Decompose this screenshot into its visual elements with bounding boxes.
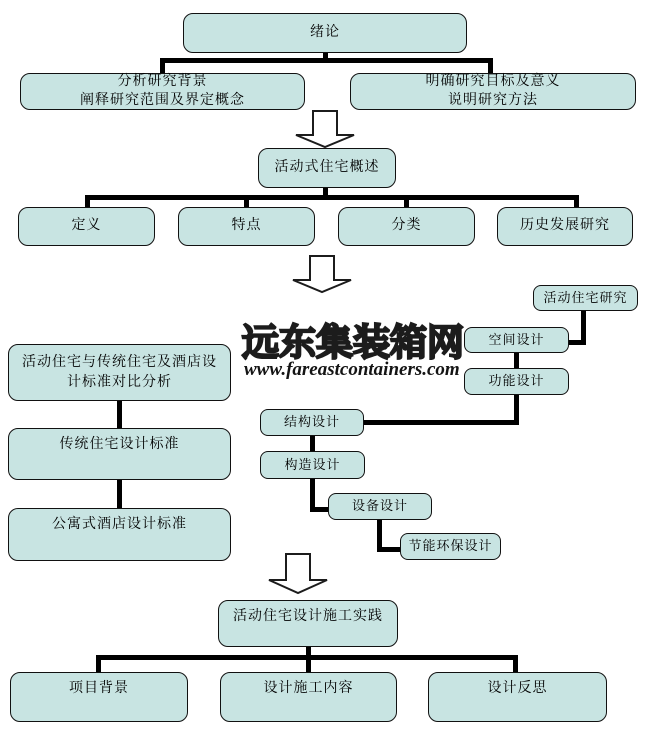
node-classification — [338, 207, 475, 246]
connector-comparison-traditional — [117, 400, 122, 429]
node-energy — [400, 533, 501, 560]
node-traditional — [8, 428, 231, 480]
node-features — [178, 207, 315, 246]
node-history-label: 历史发展研究 — [520, 218, 610, 234]
node-energy-label: 节能环保设计 — [408, 538, 493, 554]
node-reflection-label: 设计反思 — [487, 681, 548, 696]
node-structure — [260, 409, 364, 436]
down-arrow-icon — [293, 110, 357, 149]
node-objective — [350, 73, 636, 110]
node-overview-label: 活动式住宅概述 — [274, 159, 380, 175]
node-definition — [18, 207, 155, 246]
node-construction — [260, 451, 365, 479]
node-function — [464, 368, 569, 395]
node-research-label: 活动住宅研究 — [543, 289, 628, 305]
node-construction-label: 构造设计 — [284, 456, 341, 472]
node-history — [497, 207, 633, 246]
node-background-line2: 阐释研究范围及界定概念 — [80, 92, 245, 108]
node-project — [10, 672, 188, 722]
watermark-brand: 远东集装箱网 — [242, 321, 464, 364]
connector-drop-project — [96, 655, 101, 673]
down-arrow-icon — [290, 255, 354, 294]
node-practice-label: 活动住宅设计施工实践 — [233, 609, 383, 624]
node-objective-line1: 明确研究目标及意义 — [425, 74, 561, 90]
node-classification-label: 分类 — [391, 218, 422, 234]
connector-overview-horizontal — [85, 195, 579, 200]
watermark-url: www.fareastcontainers.com — [244, 359, 460, 380]
node-function-label: 功能设计 — [488, 373, 545, 389]
node-space-label: 空间设计 — [488, 331, 545, 347]
node-research — [533, 285, 638, 311]
node-comparison-line1: 活动住宅与传统住宅及酒店设 — [22, 354, 217, 370]
node-features-label: 特点 — [231, 218, 262, 234]
connector-drop-content — [306, 655, 311, 673]
node-definition-label: 定义 — [71, 218, 102, 234]
node-space — [464, 327, 569, 353]
connector-function-structure-horizontal — [362, 420, 517, 425]
node-apartment-label: 公寓式酒店设计标准 — [52, 517, 187, 532]
node-comparison-line2: 计标准对比分析 — [67, 374, 172, 390]
connector-traditional-apartment — [117, 479, 122, 509]
node-structure-label: 结构设计 — [283, 414, 340, 430]
node-comparison — [8, 344, 231, 401]
node-apartment — [8, 508, 231, 561]
down-arrow-icon — [266, 553, 330, 595]
node-intro — [183, 13, 467, 53]
node-project-label: 项目背景 — [69, 681, 129, 696]
node-overview — [258, 148, 396, 188]
node-background — [20, 73, 305, 110]
node-objective-line2: 说明研究方法 — [448, 92, 538, 108]
node-equipment — [328, 493, 432, 520]
connector-intro-horizontal — [160, 58, 493, 63]
connector-drop-reflection — [513, 655, 518, 673]
node-content-label: 设计施工内容 — [263, 681, 354, 696]
node-intro-label: 绪论 — [310, 24, 340, 40]
connector-structure-construction — [310, 435, 315, 452]
node-practice — [218, 600, 398, 647]
node-reflection — [428, 672, 607, 722]
node-background-line1: 分析研究背景 — [117, 74, 208, 90]
node-traditional-label: 传统住宅设计标准 — [59, 437, 180, 452]
connector-drop-objective — [488, 58, 493, 74]
connector-drop-background — [160, 58, 165, 74]
node-content — [220, 672, 397, 722]
node-equipment-label: 设备设计 — [351, 498, 408, 514]
